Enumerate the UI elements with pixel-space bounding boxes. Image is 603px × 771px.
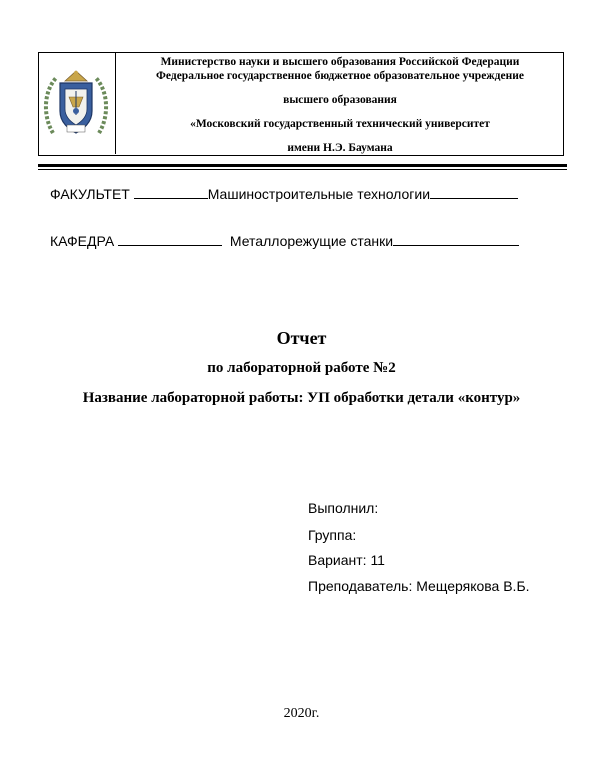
header-divider-thin — [38, 169, 567, 170]
faculty-underline-left — [134, 186, 208, 199]
group: Группа: — [308, 527, 357, 543]
university-header — [38, 52, 564, 156]
faculty-value: Машиностроительные технологии — [207, 186, 431, 202]
logo-cell — [39, 53, 116, 154]
department-row — [50, 233, 519, 249]
lab-work-name: Название лабораторной работы: УП обработки детали «контур» — [82, 390, 521, 406]
department-value: Металлорежущие станки — [229, 233, 394, 249]
report-title: Отчет — [276, 328, 327, 348]
education-level-line: высшего образования — [283, 94, 397, 106]
performed-by: Выполнил: — [308, 500, 379, 516]
institution-type-line: Федеральное государственное бюджетное образовательное учреждение — [156, 70, 524, 82]
year: 2020г. — [283, 706, 320, 721]
header-divider-thick — [38, 164, 567, 167]
faculty-label: ФАКУЛЬТЕТ — [50, 186, 130, 202]
department-underline-right — [393, 233, 519, 246]
university-emblem-icon — [43, 67, 109, 141]
department-underline-left — [118, 233, 222, 246]
department-label: КАФЕДРА — [50, 233, 115, 249]
teacher: Преподаватель: Мещерякова В.Б. — [308, 578, 530, 594]
variant: Вариант: 11 — [308, 552, 385, 568]
faculty-row — [50, 186, 518, 202]
university-name-line: «Московский государственный технический университет — [190, 118, 490, 130]
header-text — [116, 55, 564, 155]
faculty-underline-right — [430, 186, 518, 199]
ministry-line: Министерство науки и высшего образования Российской Федерации — [160, 56, 520, 68]
university-named-after-line: имени Н.Э. Баумана — [287, 142, 393, 154]
report-subtitle: по лабораторной работе №2 — [207, 360, 396, 376]
